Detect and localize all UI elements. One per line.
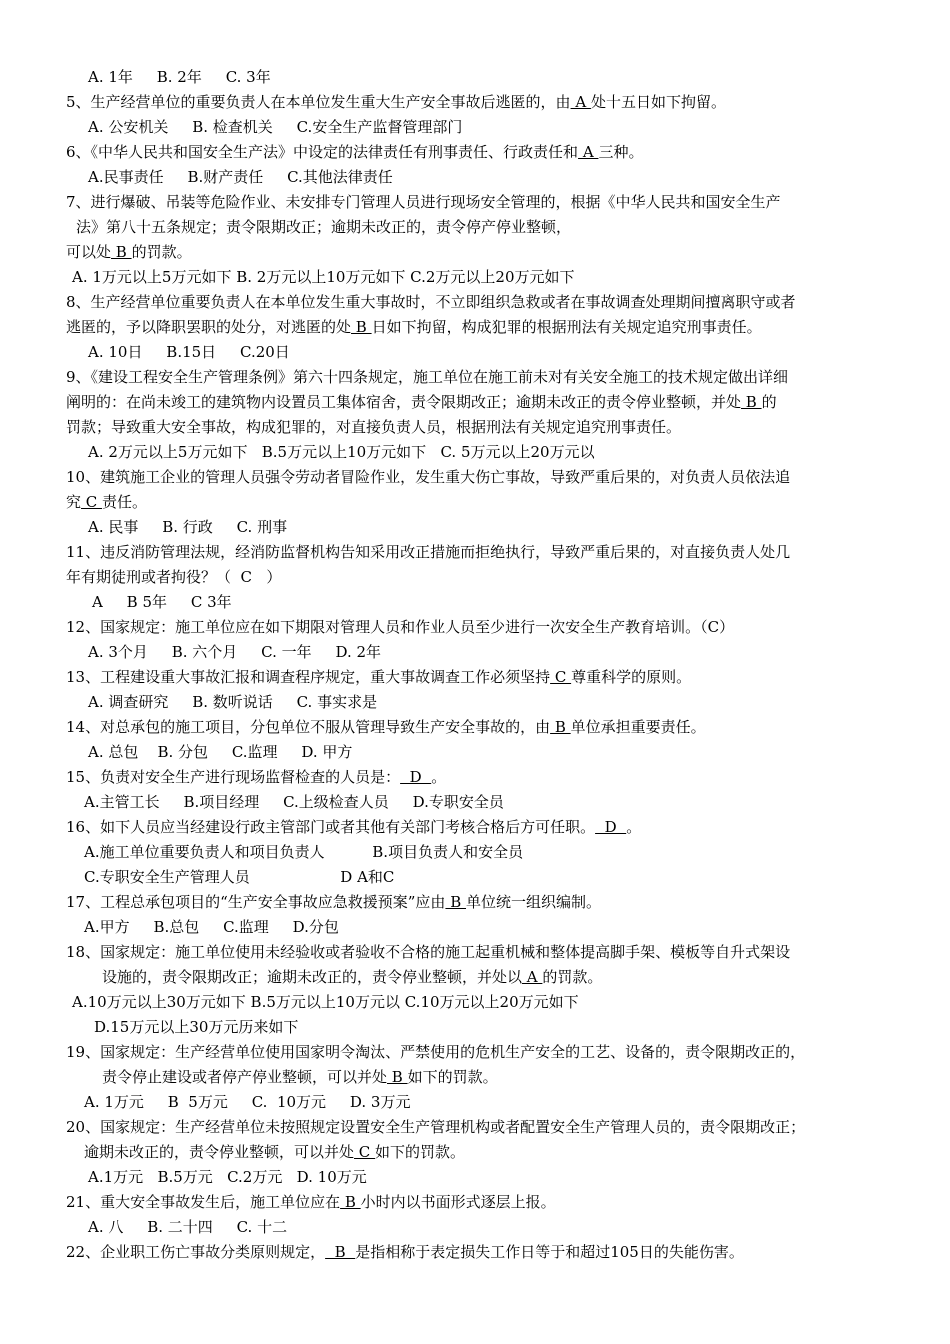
line-text: 9、《建设工程安全生产管理条例》第六十四条规定，施工单位在施工前未对有关安全施工的技术规定做出详细 xyxy=(66,368,789,386)
text-line xyxy=(102,1067,498,1087)
answer-blank: B xyxy=(351,318,372,336)
line-text: 设施的，责令限期改正；逾期未改正的，责令停业整顿，并处以 xyxy=(102,968,523,986)
text-line xyxy=(66,367,788,387)
line-text: 阐明的：在尚未竣工的建筑物内设置员工集体宿舍，责令限期改正；逾期未改正的责令停业整顿，并处 xyxy=(66,393,742,411)
text-line xyxy=(94,1017,298,1037)
answer-blank: B xyxy=(325,1243,356,1261)
line-text: 21、重大安全事故发生后，施工单位应在 xyxy=(66,1193,341,1211)
line-text: 罚款；导致重大安全事故，构成犯罪的，对直接负责人员，根据刑法有关规定追究刑事责任。 xyxy=(66,418,682,436)
line-text: 15、负责对安全生产进行现场监督检查的人员是： xyxy=(66,768,401,786)
line-text: A.民事责任 B.财产责任 C.其他法律责任 xyxy=(88,168,393,186)
text-line xyxy=(66,317,762,337)
answer-blank: D xyxy=(400,768,432,786)
line-text: 究 xyxy=(66,493,82,511)
text-line xyxy=(66,392,777,412)
line-text: 10、建筑施工企业的管理人员强令劳动者冒险作业，发生重大伤亡事故，导致严重后果的，对负责人员依法追 xyxy=(66,468,791,486)
text-line xyxy=(66,1242,744,1262)
line-text: A. 1万元以上5万元如下 B. 2万元以上10万元如下 C.2万元以上20万元如下 xyxy=(72,268,575,286)
line-text: 13、工程建设重大事故汇报和调查程序规定，重大事故调查工作必须坚持 xyxy=(66,668,551,686)
text-line xyxy=(88,742,352,762)
text-line xyxy=(88,167,393,187)
line-text: A. 总包 B. 分包 C.监理 D. 甲方 xyxy=(88,743,353,761)
line-text-tail: 。 xyxy=(431,768,447,786)
answer-blank: C xyxy=(550,668,572,686)
line-text-tail: 如下的罚款。 xyxy=(407,1068,498,1086)
text-line xyxy=(88,67,271,87)
line-text: 19、国家规定：生产经营单位使用国家明令淘汰、严禁使用的危机生产安全的工艺、设备的，责令限期改正的， xyxy=(66,1043,806,1061)
line-text-tail: 尊重科学的原则。 xyxy=(571,668,692,686)
line-text: C.专职安全生产管理人员 D A和C xyxy=(84,868,395,886)
text-line xyxy=(66,542,790,562)
line-text: A. 公安机关 B. 检查机关 C.安全生产监督管理部门 xyxy=(88,118,463,136)
answer-blank: B xyxy=(550,718,571,736)
text-line xyxy=(88,342,290,362)
line-text-tail: 责任。 xyxy=(102,493,148,511)
line-text: 7、进行爆破、吊装等危险作业、未安排专门管理人员进行现场安全管理的，根据《中华人民共和国安全生产 xyxy=(66,193,781,211)
answer-blank: A xyxy=(522,968,543,986)
line-text-tail: 三种。 xyxy=(598,143,644,161)
line-text: A. 民事 B. 行政 C. 刑事 xyxy=(88,518,288,536)
answer-blank: C xyxy=(354,1143,376,1161)
line-text: 18、国家规定：施工单位使用未经验收或者验收不合格的施工起重机械和整体提高脚手架、模板等自升式架设 xyxy=(66,943,791,961)
text-line xyxy=(76,217,571,237)
line-text: 年有期徒刑或者拘役？（ C ） xyxy=(66,568,282,586)
text-line xyxy=(66,667,691,687)
line-text-tail: 处十五日如下拘留。 xyxy=(590,93,726,111)
answer-blank: B xyxy=(387,1068,408,1086)
text-line xyxy=(88,117,462,137)
line-text: 12、国家规定：施工单位应在如下期限对管理人员和作业人员至少进行一次安全生产教育培训。（C） xyxy=(66,618,735,636)
line-text: A. 1年 B. 2年 C. 3年 xyxy=(88,68,271,86)
line-text-tail: 是指相称于表定损失工作日等于和超过105日的失能伤害。 xyxy=(355,1243,744,1261)
line-text-tail: 单位统一组织编制。 xyxy=(466,893,602,911)
line-text: A. 2万元以上5万元如下 B.5万元以上10万元如下 C. 5万元以上20万元以 xyxy=(88,443,595,461)
text-line xyxy=(66,242,192,262)
line-text: A B 5年 C 3年 xyxy=(92,593,232,611)
answer-blank: A xyxy=(570,93,591,111)
line-text: A.甲方 B.总包 C.监理 D.分包 xyxy=(84,918,339,936)
line-text: A.施工单位重要负责人和项目负责人 B.项目负责人和安全员 xyxy=(84,843,524,861)
text-line xyxy=(66,1117,805,1137)
text-line xyxy=(84,842,523,862)
line-text-tail: 。 xyxy=(626,818,642,836)
text-line xyxy=(88,1217,287,1237)
answer-blank: A xyxy=(578,143,599,161)
line-text: A.主管工长 B.项目经理 C.上级检查人员 D.专职安全员 xyxy=(84,793,504,811)
text-line xyxy=(84,792,504,812)
text-line xyxy=(66,767,446,787)
text-line xyxy=(88,442,595,462)
text-line xyxy=(88,517,287,537)
text-line xyxy=(72,267,575,287)
answer-blank: B xyxy=(445,893,466,911)
text-line xyxy=(66,942,790,962)
line-text: A.10万元以上30万元如下 B.5万元以上10万元以 C.10万元以上20万元如下 xyxy=(72,993,579,1011)
line-text: 法》第八十五条规定；责令限期改正；逾期未改正的，责令停产停业整顿， xyxy=(76,218,572,236)
text-line xyxy=(88,1167,367,1187)
line-text: 6、《中华人民共和国安全生产法》中设定的法律责任有刑事责任、行政责任和 xyxy=(66,143,579,161)
text-line xyxy=(66,192,781,212)
text-line xyxy=(102,967,602,987)
line-text: A. 10日 B.15日 C.20日 xyxy=(88,343,290,361)
line-text-tail: 日如下拘留，构成犯罪的根据刑法有关规定追究刑事责任。 xyxy=(371,318,762,336)
line-text: 17、工程总承包项目的“生产安全事故应急救援预案”应由 xyxy=(66,893,446,911)
text-line xyxy=(66,617,734,637)
line-text: 5、生产经营单位的重要负责人在本单位发生重大生产安全事故后逃匿的，由 xyxy=(66,93,571,111)
answer-blank: C xyxy=(81,493,103,511)
answer-blank: B xyxy=(340,1193,361,1211)
line-text-tail: 的 xyxy=(761,393,777,411)
line-text: 逃匿的，予以降职罢职的处分，对逃匿的处 xyxy=(66,318,352,336)
answer-blank: B xyxy=(111,243,132,261)
text-line xyxy=(84,1092,410,1112)
line-text-tail: 单位承担重要责任。 xyxy=(570,718,706,736)
text-line xyxy=(66,92,726,112)
text-line xyxy=(66,1192,556,1212)
text-line xyxy=(84,867,394,887)
line-text: A. 1万元 B 5万元 C. 10万元 D. 3万元 xyxy=(84,1093,411,1111)
line-text: 责令停止建设或者停产停业整顿，可以并处 xyxy=(102,1068,388,1086)
line-text-tail: 的罚款。 xyxy=(131,243,192,261)
text-line xyxy=(92,592,232,612)
line-text: A. 3个月 B. 六个月 C. 一年 D. 2年 xyxy=(88,643,382,661)
text-line xyxy=(66,467,790,487)
text-line xyxy=(84,1142,465,1162)
text-line xyxy=(72,992,579,1012)
line-text-tail: 如下的罚款。 xyxy=(375,1143,466,1161)
text-line xyxy=(66,717,706,737)
line-text: 可以处 xyxy=(66,243,112,261)
line-text: A. 调查研究 B. 数听说话 C. 事实求是 xyxy=(88,693,378,711)
line-text: 20、国家规定：生产经营单位未按照规定设置安全生产管理机构或者配置安全生产管理人员的，责令限期改正； xyxy=(66,1118,806,1136)
text-line xyxy=(66,892,601,912)
line-text-tail: 小时内以书面形式逐层上报。 xyxy=(360,1193,556,1211)
answer-blank: D xyxy=(595,818,627,836)
text-line xyxy=(66,567,281,587)
answer-blank: B xyxy=(741,393,762,411)
text-line xyxy=(84,917,339,937)
line-text: 16、如下人员应当经建设行政主管部门或者其他有关部门考核合格后方可任职。 xyxy=(66,818,596,836)
line-text: 8、生产经营单位重要负责人在本单位发生重大事故时，不立即组织急救或者在事故调查处理期间擅离职守或者 xyxy=(66,293,796,311)
text-line xyxy=(66,292,796,312)
line-text: 逾期未改正的，责令停业整顿，可以并处 xyxy=(84,1143,355,1161)
text-line xyxy=(88,692,377,712)
line-text: D.15万元以上30万元历来如下 xyxy=(94,1018,299,1036)
line-text: 11、违反消防管理法规，经消防监督机构告知采用改正措施而拒绝执行，导致严重后果的，对直接负责人处几 xyxy=(66,543,791,561)
line-text: 14、对总承包的施工项目，分包单位不服从管理导致生产安全事故的，由 xyxy=(66,718,551,736)
text-line xyxy=(66,142,643,162)
text-line xyxy=(66,1042,805,1062)
line-text: A. 八 B. 二十四 C. 十二 xyxy=(88,1218,288,1236)
line-text-tail: 的罚款。 xyxy=(542,968,603,986)
line-text: 22、企业职工伤亡事故分类原则规定， xyxy=(66,1243,326,1261)
text-line xyxy=(88,642,381,662)
text-line xyxy=(66,492,147,512)
line-text: A.1万元 B.5万元 C.2万元 D. 10万元 xyxy=(88,1168,367,1186)
text-line xyxy=(66,817,641,837)
text-line xyxy=(66,417,681,437)
